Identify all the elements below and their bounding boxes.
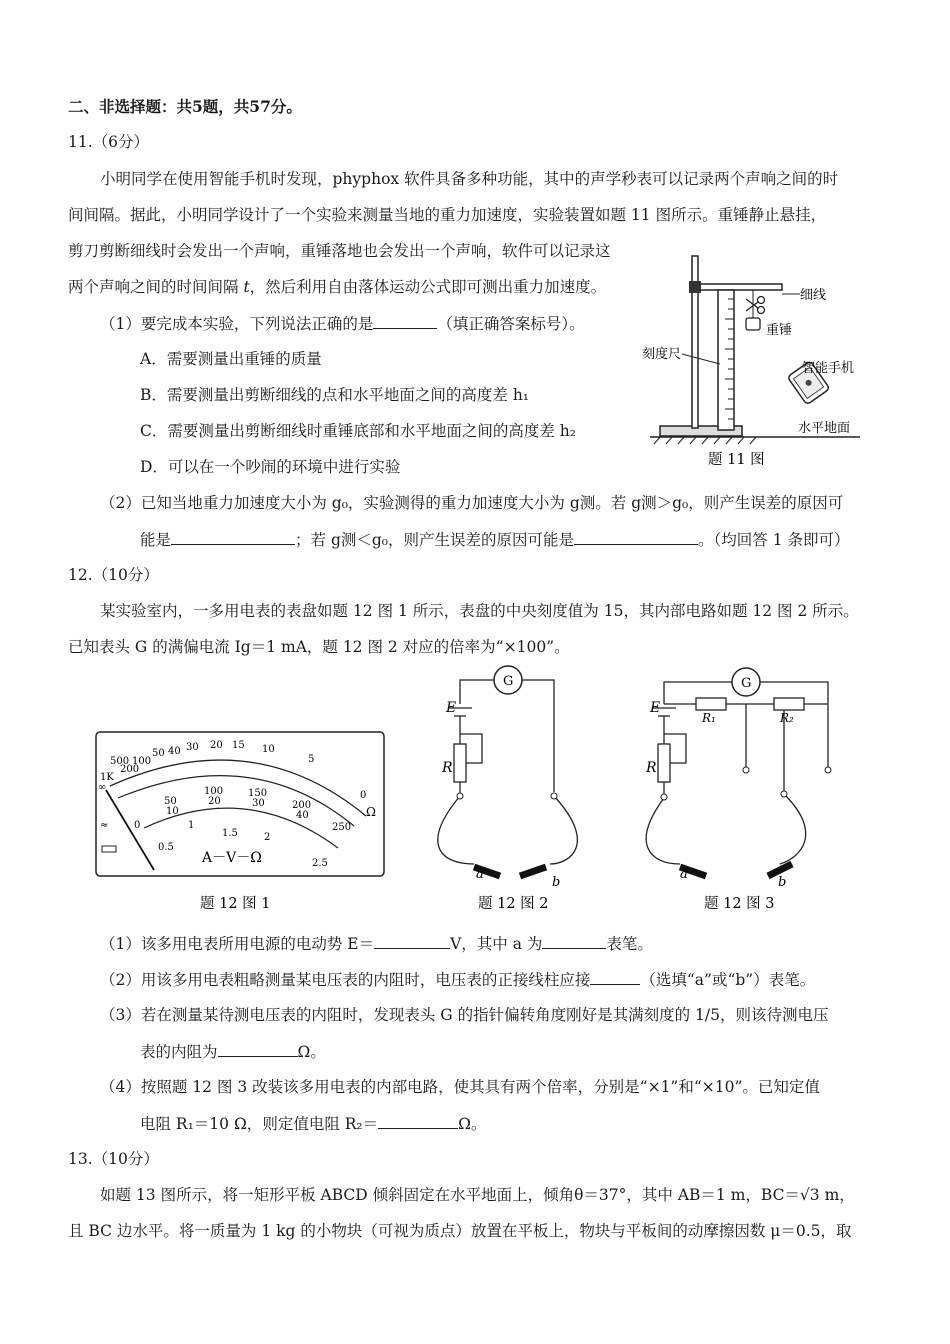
q13-para-2: 且 BC 边水平。将一质量为 1 kg 的小物块（可视为质点）放置在平板上，物块与平板间的动摩擦因数 μ＝0.5，取 xyxy=(68,1222,852,1240)
probe-b xyxy=(520,867,546,876)
figure-12-2-caption: 题 12 图 2 xyxy=(478,896,549,912)
scissors-icon xyxy=(746,297,765,314)
svg-text:200: 200 xyxy=(292,800,312,811)
label-weight: 重锤 xyxy=(766,323,793,338)
label-phone: 智能手机 xyxy=(802,361,855,376)
svg-text:R: R xyxy=(442,760,453,776)
svg-text:0: 0 xyxy=(134,820,141,831)
svg-text:1: 1 xyxy=(188,820,195,831)
svg-text:b: b xyxy=(778,875,787,890)
q11-option-a: A．需要测量出重锤的质量 xyxy=(140,350,322,368)
q11-option-b: B．需要测量出剪断细线的点和水平地面之间的高度差 h₁ xyxy=(140,386,530,404)
svg-text:15: 15 xyxy=(232,740,245,751)
svg-text:10: 10 xyxy=(166,806,179,817)
svg-text:G: G xyxy=(741,676,752,691)
svg-text:2.5: 2.5 xyxy=(312,858,328,869)
label-ground: 水平地面 xyxy=(798,421,851,436)
figure-12-3-caption: 题 12 图 3 xyxy=(704,896,775,912)
figure-12-1 xyxy=(92,728,388,918)
q12-sub3-line2: 表的内阻为 Ω。 xyxy=(140,1040,326,1063)
svg-text:0.5: 0.5 xyxy=(158,842,174,853)
svg-text:2: 2 xyxy=(264,832,271,843)
clamp xyxy=(689,281,701,293)
answer-blank[interactable] xyxy=(574,528,698,545)
svg-text:G: G xyxy=(503,674,514,689)
svg-text:150: 150 xyxy=(248,788,268,799)
figure-12-3 xyxy=(640,664,850,918)
q12-heading: 12.（10分） xyxy=(68,566,159,584)
q11-para-1: 小明同学在使用智能手机时发现，phyphox 软件具备多种功能，其中的声学秒表可以记录两个声响之间的时 xyxy=(100,170,839,188)
svg-text:5: 5 xyxy=(308,754,315,765)
figure-11 xyxy=(640,244,870,474)
svg-text:250: 250 xyxy=(332,822,352,833)
svg-text:20: 20 xyxy=(210,740,223,751)
figure-11-caption: 题 11 图 xyxy=(708,452,765,468)
ac-symbol: ≈ xyxy=(100,820,109,831)
label-ruler: 刻度尺 xyxy=(642,347,682,362)
svg-text:a: a xyxy=(680,867,688,882)
svg-text:50: 50 xyxy=(164,796,177,807)
svg-text:∞: ∞ xyxy=(98,782,107,793)
svg-text:E: E xyxy=(446,700,457,716)
q11-para-4: 两个声响之间的时间间隔 t，然后利用自由落体运动公式即可测出重力加速度。 xyxy=(68,278,607,296)
q11-para-2: 间间隔。据此，小明同学设计了一个实验来测量当地的重力加速度，实验装置如题 11 图所示。重锤静止悬挂， xyxy=(68,206,827,224)
q12-sub2: （2）用该多用电表粗略测量某电压表的内阻时，电压表的正接线柱应接 （选填“a”或“b”）表笔。 xyxy=(100,968,815,991)
figure-12-1-caption: 题 12 图 1 xyxy=(200,896,271,912)
q12-para-2: 已知表头 G 的满偏电流 Ig＝1 mA，题 12 图 2 对应的倍率为“×100”。 xyxy=(68,638,570,656)
q12-para-1: 某实验室内，一多用电表的表盘如题 12 图 1 所示，表盘的中央刻度值为 15，其内部电路如题 12 图 2 所示。 xyxy=(100,602,859,620)
svg-text:0: 0 xyxy=(360,790,367,801)
q11-heading: 11.（6分） xyxy=(68,133,150,151)
svg-text:E: E xyxy=(650,700,661,716)
q11-para-3: 剪刀剪断细线时会发出一个声响，重锤落地也会发出一个声响，软件可以记录这 xyxy=(68,242,611,260)
svg-text:a: a xyxy=(476,867,484,882)
q12-sub1: （1）该多用电表所用电源的电动势 E＝ V，其中 a 为 表笔。 xyxy=(100,932,653,955)
svg-text:100: 100 xyxy=(132,756,152,767)
q13-heading: 13.（10分） xyxy=(68,1150,159,1168)
svg-text:500: 500 xyxy=(110,756,130,767)
q12-sub4-line2: 电阻 R₁＝10 Ω，则定值电阻 R₂＝ Ω。 xyxy=(140,1112,486,1135)
q11-sub2-line1: （2）已知当地重力加速度大小为 g₀，实验测得的重力加速度大小为 g测。若 g测＞g₀，则产生误差的原因可 xyxy=(100,494,844,512)
svg-text:10: 10 xyxy=(262,744,275,755)
q11-sub1: （1）要完成本实验，下列说法正确的是 （填正确答案标号）。 xyxy=(100,312,585,335)
answer-blank[interactable] xyxy=(373,312,437,329)
svg-text:30: 30 xyxy=(252,798,265,809)
svg-text:R₁: R₁ xyxy=(702,711,716,725)
svg-text:40: 40 xyxy=(168,746,181,757)
answer-blank[interactable] xyxy=(218,1040,298,1057)
svg-text:100: 100 xyxy=(204,786,224,797)
meter-face-label: A－V－Ω xyxy=(202,850,262,866)
svg-text:50: 50 xyxy=(152,748,165,759)
stand-arm xyxy=(696,284,782,290)
q11-option-c: C．需要测量出剪断细线时重锤底部和水平地面之间的高度差 h₂ xyxy=(140,422,576,440)
section-header: 二、非选择题：共5题，共57分。 xyxy=(68,97,302,116)
q13-para-1: 如题 13 图所示，将一矩形平板 ABCD 倾斜固定在水平地面上，倾角θ＝37°，其中 AB＝1 m，BC＝√3 m， xyxy=(100,1186,855,1204)
svg-text:1.5: 1.5 xyxy=(222,828,238,839)
svg-text:20: 20 xyxy=(208,796,221,807)
svg-text:b: b xyxy=(552,875,561,890)
svg-text:40: 40 xyxy=(296,810,309,821)
q11-option-d: D．可以在一个吵闹的环境中进行实验 xyxy=(140,458,401,476)
svg-text:200: 200 xyxy=(120,764,140,775)
q12-sub4-line1: （4）按照题 12 图 3 改装该多用电表的内部电路，使其具有两个倍率，分别是“×1”和“×10”。已知定值 xyxy=(100,1078,820,1096)
svg-text:1K: 1K xyxy=(100,772,114,783)
answer-blank[interactable] xyxy=(590,968,640,985)
omega-symbol: Ω xyxy=(366,805,376,819)
answer-blank[interactable] xyxy=(171,528,295,545)
q12-sub3-line1: （3）若在测量某待测电压表的内阻时，发现表头 G 的指针偏转角度刚好是其满刻度的 1/5，则该待测电压 xyxy=(100,1006,829,1024)
figure-12-2 xyxy=(420,664,620,918)
weight xyxy=(746,318,760,330)
answer-blank[interactable] xyxy=(542,932,606,949)
svg-text:R₂: R₂ xyxy=(780,711,794,725)
q11-sub2-line2: 能是 ；若 g测＜g₀，则产生误差的原因可能是 。（均回答 1 条即可） xyxy=(140,528,849,551)
label-thread: 细线 xyxy=(800,288,827,303)
svg-text:R: R xyxy=(646,760,657,776)
svg-text:30: 30 xyxy=(186,742,199,753)
answer-blank[interactable] xyxy=(374,932,450,949)
answer-blank[interactable] xyxy=(378,1112,458,1129)
